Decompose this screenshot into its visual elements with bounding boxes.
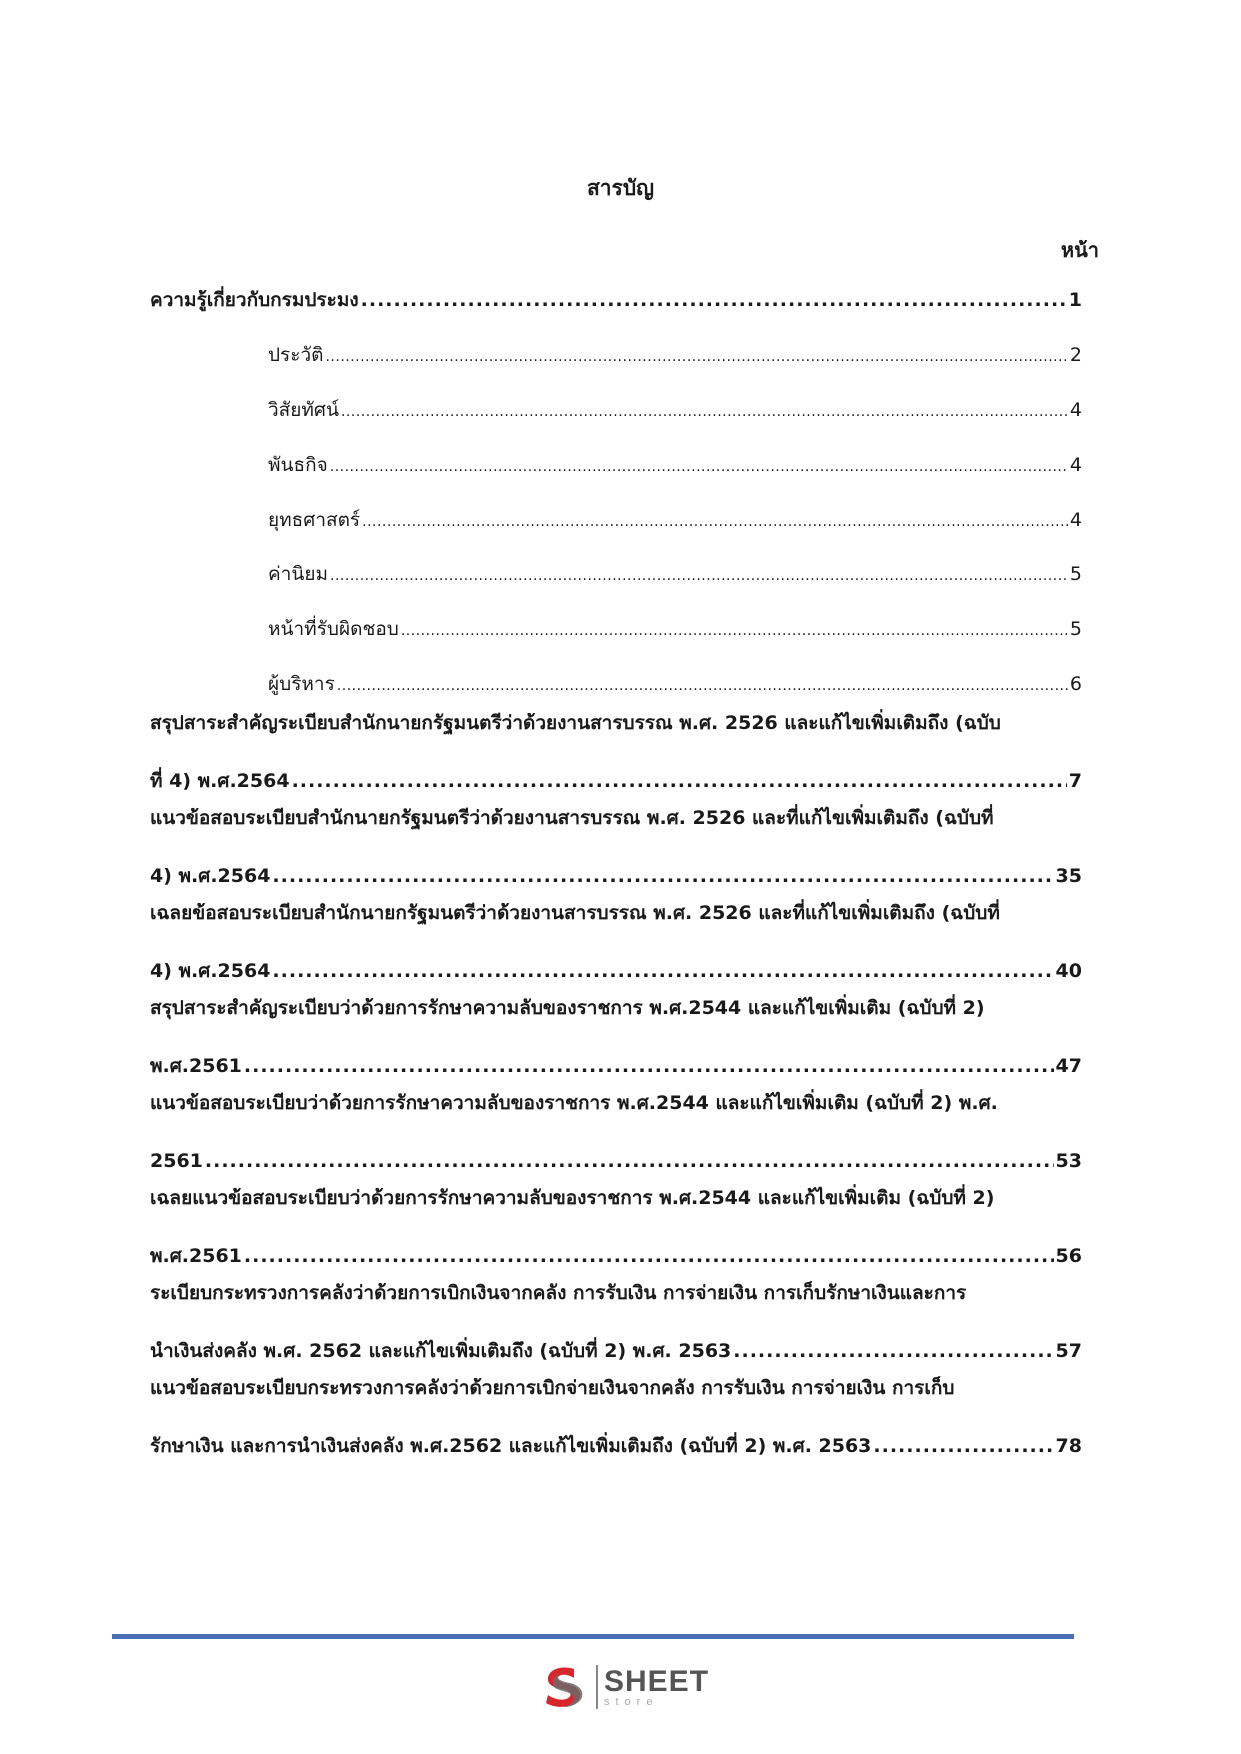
toc-entry-label: พ.ศ.2561 [150,1055,242,1077]
dot-leader [401,613,1068,649]
toc-entry[interactable] [268,556,1082,594]
dot-leader [244,1048,1054,1084]
toc-entry[interactable] [268,392,1082,430]
toc-entry[interactable] [268,611,1082,649]
toc-entry-page-number: 5 [1069,563,1082,585]
toc-entry-page-number: 53 [1055,1150,1082,1172]
toc-entry[interactable] [150,800,1082,894]
toc-entry-page-number: 35 [1055,865,1082,887]
dot-leader [272,858,1053,894]
toc-entry-text-line: สรุปสาระสำคัญระเบียบสำนักนายกรัฐมนตรีว่าด้วยงานสารบรรณ พ.ศ. 2526 และแก้ไขเพิ่มเติมถึง (ฉบับ [150,712,1001,734]
toc-entry-label: พันธกิจ [268,454,328,476]
toc-entry-page-number: 4 [1069,454,1082,476]
toc-entry[interactable] [150,1275,1082,1369]
toc-entry[interactable] [150,1370,1082,1464]
toc-entry-text-line: เฉลยแนวข้อสอบระเบียบว่าด้วยการรักษาความลับของราชการ พ.ศ.2544 และแก้ไขเพิ่มเติม (ฉบับที่ 2) [150,1187,995,1209]
toc-entry[interactable] [150,282,1082,318]
toc-entry-text-line: แนวข้อสอบระเบียบว่าด้วยการรักษาความลับของราชการ พ.ศ.2544 และแก้ไขเพิ่มเติม (ฉบับที่ 2) พ.ศ. [150,1092,998,1114]
page-column-header: หน้า [1060,238,1099,262]
toc-entry[interactable] [150,1085,1082,1179]
dot-leader [873,1428,1053,1464]
dot-leader [341,394,1068,430]
dot-leader [244,1238,1054,1274]
toc-entry-label: 4) พ.ศ.2564 [150,865,271,887]
logo-subtext: store [604,1695,659,1708]
toc-entry-label: ยุทธศาสตร์ [268,509,361,531]
toc-entry[interactable] [268,666,1082,704]
toc-entry[interactable] [150,895,1082,989]
toc-entry-page-number: 47 [1055,1055,1082,1077]
toc-entry-page-number: 1 [1068,289,1082,311]
toc-entry[interactable] [268,502,1082,540]
toc-entry-label: ที่ 4) พ.ศ.2564 [150,770,290,792]
toc-entry-text-line: ระเบียบกระทรวงการคลังว่าด้วยการเบิกเงินจากคลัง การรับเงิน การจ่ายเงิน การเก็บรักษาเงินและการ [150,1282,967,1304]
dot-leader [325,339,1067,375]
dot-leader [361,282,1067,318]
toc-entry-page-number: 5 [1069,618,1082,640]
dot-leader [337,668,1068,704]
toc-entry-text-line: แนวข้อสอบระเบียบกระทรวงการคลังว่าด้วยการเบิกจ่ายเงินจากคลัง การรับเงิน การจ่ายเงิน การเก็บ [150,1377,955,1399]
footer-logo [538,1657,709,1717]
toc-entry-label: ความรู้เกี่ยวกับกรมประมง [150,289,359,311]
dot-leader [205,1143,1054,1179]
logo-wordmark: SHEET [604,1664,710,1698]
footer-rule [112,1634,1074,1639]
page-title: สารบัญ [586,176,655,200]
toc-entry-label: ประวัติ [268,344,324,366]
toc-entry[interactable] [268,337,1082,375]
toc-entry[interactable] [150,705,1082,799]
toc-entry[interactable] [268,447,1082,485]
dot-leader [330,449,1068,485]
toc-entry-label: 4) พ.ศ.2564 [150,960,271,982]
dot-leader [272,953,1053,989]
toc-entry-page-number: 2 [1069,344,1082,366]
toc-entry-text-line: แนวข้อสอบระเบียบสำนักนายกรัฐมนตรีว่าด้วยงานสารบรรณ พ.ศ. 2526 และที่แก้ไขเพิ่มเติมถึง (ฉบับที่ [150,807,994,829]
toc-entry-label: พ.ศ.2561 [150,1245,242,1267]
dot-leader [733,1333,1053,1369]
toc-entry-text-line: สรุปสาระสำคัญระเบียบว่าด้วยการรักษาความลับของราชการ พ.ศ.2544 และแก้ไขเพิ่มเติม (ฉบับที่ 2) [150,997,985,1019]
sheet-store-s-logo-icon [538,1661,590,1713]
toc-entry-page-number: 78 [1055,1435,1082,1457]
toc-entry[interactable] [150,1180,1082,1274]
toc-entry-label: รักษาเงิน และการนำเงินส่งคลัง พ.ศ.2562 และแก้ไขเพิ่มเติมถึง (ฉบับที่ 2) พ.ศ. 2563 [150,1435,872,1457]
dot-leader [362,504,1068,540]
dot-leader [292,763,1067,799]
toc-entry-page-number: 4 [1069,399,1082,421]
toc-entry-text-line: เฉลยข้อสอบระเบียบสำนักนายกรัฐมนตรีว่าด้วยงานสารบรรณ พ.ศ. 2526 และที่แก้ไขเพิ่มเติมถึง (ฉบับที่ [150,902,1000,924]
toc-entry-page-number: 57 [1055,1340,1082,1362]
toc-entry-page-number: 56 [1055,1245,1082,1267]
toc-entry-label: วิสัยทัศน์ [268,399,339,421]
toc-entry-page-number: 40 [1055,960,1082,982]
logo-separator [596,1665,598,1709]
toc-entry-page-number: 7 [1068,770,1082,792]
toc-entry-page-number: 6 [1069,673,1082,695]
toc-entry-label: 2561 [150,1150,203,1172]
toc-entry-label: ผู้บริหาร [268,673,335,695]
toc-entry-label: นำเงินส่งคลัง พ.ศ. 2562 และแก้ไขเพิ่มเติมถึง (ฉบับที่ 2) พ.ศ. 2563 [150,1340,732,1362]
toc-entry-label: ค่านิยม [268,563,329,585]
toc-entry[interactable] [150,990,1082,1084]
toc-entry-page-number: 4 [1069,509,1082,531]
toc-entry-label: หน้าที่รับผิดชอบ [268,618,399,640]
dot-leader [330,558,1068,594]
